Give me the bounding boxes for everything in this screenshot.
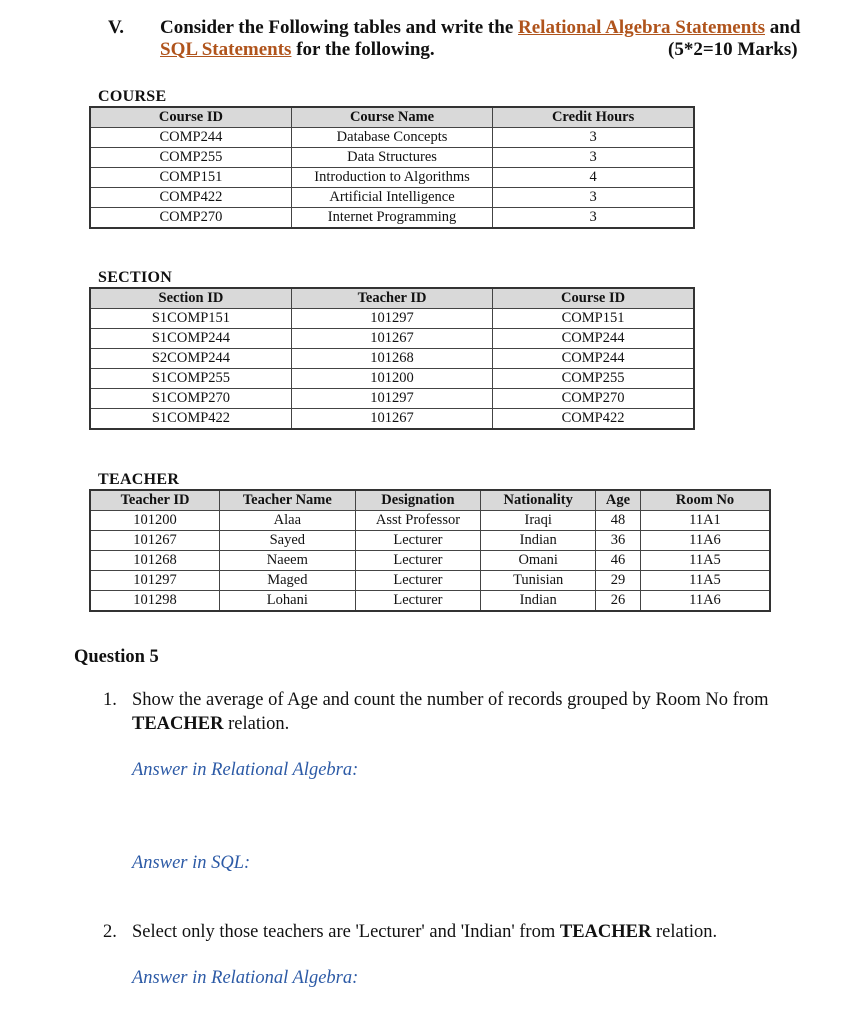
table-cell: Lecturer bbox=[355, 571, 481, 591]
table-cell: Database Concepts bbox=[291, 128, 492, 148]
question-2-number: 2. bbox=[103, 922, 117, 942]
table-cell: COMP255 bbox=[493, 369, 694, 389]
table-row bbox=[90, 309, 694, 329]
table-cell: 36 bbox=[596, 531, 641, 551]
section-column-header: Course ID bbox=[493, 288, 694, 309]
course-column-header: Credit Hours bbox=[493, 107, 694, 128]
table-cell: COMP422 bbox=[90, 188, 291, 208]
table-cell: 101267 bbox=[291, 409, 492, 430]
question-1-line-2 bbox=[132, 714, 289, 735]
table-cell: Internet Programming bbox=[291, 208, 492, 229]
question-2-prefix: Select only those teachers are 'Lecturer' and 'Indian' from bbox=[132, 922, 560, 942]
section-column-header: Section ID bbox=[90, 288, 291, 309]
table-cell: 101297 bbox=[90, 571, 220, 591]
table-cell: Data Structures bbox=[291, 148, 492, 168]
table-cell: S1COMP151 bbox=[90, 309, 291, 329]
table-cell: COMP151 bbox=[90, 168, 291, 188]
table-cell: Artificial Intelligence bbox=[291, 188, 492, 208]
table-cell: S2COMP244 bbox=[90, 349, 291, 369]
table-cell: 11A6 bbox=[640, 591, 770, 612]
section-column-header: Teacher ID bbox=[291, 288, 492, 309]
question-2-answer-ra: Answer in Relational Algebra: bbox=[132, 968, 359, 988]
table-row bbox=[90, 128, 694, 148]
table-cell: 101297 bbox=[291, 389, 492, 409]
course-column-header: Course ID bbox=[90, 107, 291, 128]
question-2-suffix: relation. bbox=[651, 922, 718, 942]
table-cell: COMP422 bbox=[493, 409, 694, 430]
table-cell: Indian bbox=[481, 531, 596, 551]
table-cell: 101200 bbox=[90, 511, 220, 531]
instruction-prefix: Consider the Following tables and write the bbox=[160, 17, 519, 38]
teacher-header-row bbox=[90, 490, 770, 511]
table-cell: 4 bbox=[493, 168, 694, 188]
teacher-column-header: Nationality bbox=[481, 490, 596, 511]
table-row bbox=[90, 551, 770, 571]
section-header-row bbox=[90, 288, 694, 309]
section-table bbox=[89, 287, 695, 430]
table-row bbox=[90, 148, 694, 168]
table-cell: 11A1 bbox=[640, 511, 770, 531]
table-row bbox=[90, 168, 694, 188]
question-2-line-1 bbox=[132, 922, 717, 943]
table-cell: COMP244 bbox=[493, 329, 694, 349]
sql-statements-link[interactable]: SQL Statements bbox=[160, 39, 292, 60]
table-cell: COMP270 bbox=[493, 389, 694, 409]
table-cell: 3 bbox=[493, 148, 694, 168]
table-cell: COMP151 bbox=[493, 309, 694, 329]
table-cell: Omani bbox=[481, 551, 596, 571]
question-title: Question 5 bbox=[74, 647, 159, 667]
table-cell: 3 bbox=[493, 188, 694, 208]
teacher-table-label: TEACHER bbox=[98, 471, 180, 488]
table-cell: Indian bbox=[481, 591, 596, 612]
table-cell: COMP270 bbox=[90, 208, 291, 229]
table-cell: 101268 bbox=[90, 551, 220, 571]
table-cell: Lecturer bbox=[355, 551, 481, 571]
table-cell: 101267 bbox=[291, 329, 492, 349]
teacher-column-header: Teacher ID bbox=[90, 490, 220, 511]
instruction-line-1 bbox=[160, 17, 800, 39]
table-cell: Maged bbox=[220, 571, 356, 591]
table-row bbox=[90, 329, 694, 349]
table-row bbox=[90, 188, 694, 208]
section-table-label: SECTION bbox=[98, 269, 173, 286]
table-cell: 3 bbox=[493, 128, 694, 148]
table-cell: 11A5 bbox=[640, 571, 770, 591]
course-table-label: COURSE bbox=[98, 88, 167, 105]
table-cell: COMP244 bbox=[90, 128, 291, 148]
course-header-row bbox=[90, 107, 694, 128]
instruction-line2-suffix: for the following. bbox=[291, 39, 435, 60]
table-cell: 101268 bbox=[291, 349, 492, 369]
teacher-column-header: Room No bbox=[640, 490, 770, 511]
table-cell: Asst Professor bbox=[355, 511, 481, 531]
table-cell: 46 bbox=[596, 551, 641, 571]
table-cell: S1COMP244 bbox=[90, 329, 291, 349]
course-column-header: Course Name bbox=[291, 107, 492, 128]
teacher-table bbox=[89, 489, 771, 612]
table-cell: S1COMP255 bbox=[90, 369, 291, 389]
section-number: V. bbox=[108, 17, 125, 38]
question-1-line-1: Show the average of Age and count the number of records grouped by Room No from bbox=[132, 690, 769, 710]
question-1-relation-suffix: relation. bbox=[223, 714, 290, 734]
table-cell: 3 bbox=[493, 208, 694, 229]
table-cell: Sayed bbox=[220, 531, 356, 551]
table-cell: Lohani bbox=[220, 591, 356, 612]
instruction-suffix: and bbox=[765, 17, 801, 38]
table-row bbox=[90, 409, 694, 430]
table-cell: Lecturer bbox=[355, 531, 481, 551]
table-cell: Iraqi bbox=[481, 511, 596, 531]
table-cell: 29 bbox=[596, 571, 641, 591]
table-cell: Lecturer bbox=[355, 591, 481, 612]
table-row bbox=[90, 208, 694, 229]
course-table bbox=[89, 106, 695, 229]
table-cell: 101267 bbox=[90, 531, 220, 551]
question-1-number: 1. bbox=[103, 690, 117, 710]
table-row bbox=[90, 349, 694, 369]
table-row bbox=[90, 369, 694, 389]
instruction-line-2 bbox=[160, 39, 435, 61]
table-cell: 48 bbox=[596, 511, 641, 531]
table-row bbox=[90, 571, 770, 591]
teacher-column-header: Designation bbox=[355, 490, 481, 511]
table-cell: COMP244 bbox=[493, 349, 694, 369]
teacher-column-header: Teacher Name bbox=[220, 490, 356, 511]
teacher-column-header: Age bbox=[596, 490, 641, 511]
table-cell: 101297 bbox=[291, 309, 492, 329]
table-cell: Naeem bbox=[220, 551, 356, 571]
question-1-answer-ra: Answer in Relational Algebra: bbox=[132, 760, 359, 780]
table-cell: S1COMP270 bbox=[90, 389, 291, 409]
table-row bbox=[90, 511, 770, 531]
question-1-answer-sql: Answer in SQL: bbox=[132, 853, 251, 873]
table-cell: Introduction to Algorithms bbox=[291, 168, 492, 188]
relational-algebra-link[interactable]: Relational Algebra Statements bbox=[518, 17, 765, 38]
table-cell: Tunisian bbox=[481, 571, 596, 591]
question-1-relation: TEACHER bbox=[132, 714, 224, 734]
table-cell: 26 bbox=[596, 591, 641, 612]
table-cell: 101200 bbox=[291, 369, 492, 389]
marks-label: (5*2=10 Marks) bbox=[668, 39, 798, 60]
question-2-relation: TEACHER bbox=[559, 922, 652, 942]
table-row bbox=[90, 591, 770, 612]
table-row bbox=[90, 531, 770, 551]
table-cell: 101298 bbox=[90, 591, 220, 612]
table-cell: S1COMP422 bbox=[90, 409, 291, 430]
table-cell: COMP255 bbox=[90, 148, 291, 168]
table-cell: 11A6 bbox=[640, 531, 770, 551]
table-cell: 11A5 bbox=[640, 551, 770, 571]
table-row bbox=[90, 389, 694, 409]
table-cell: Alaa bbox=[220, 511, 356, 531]
